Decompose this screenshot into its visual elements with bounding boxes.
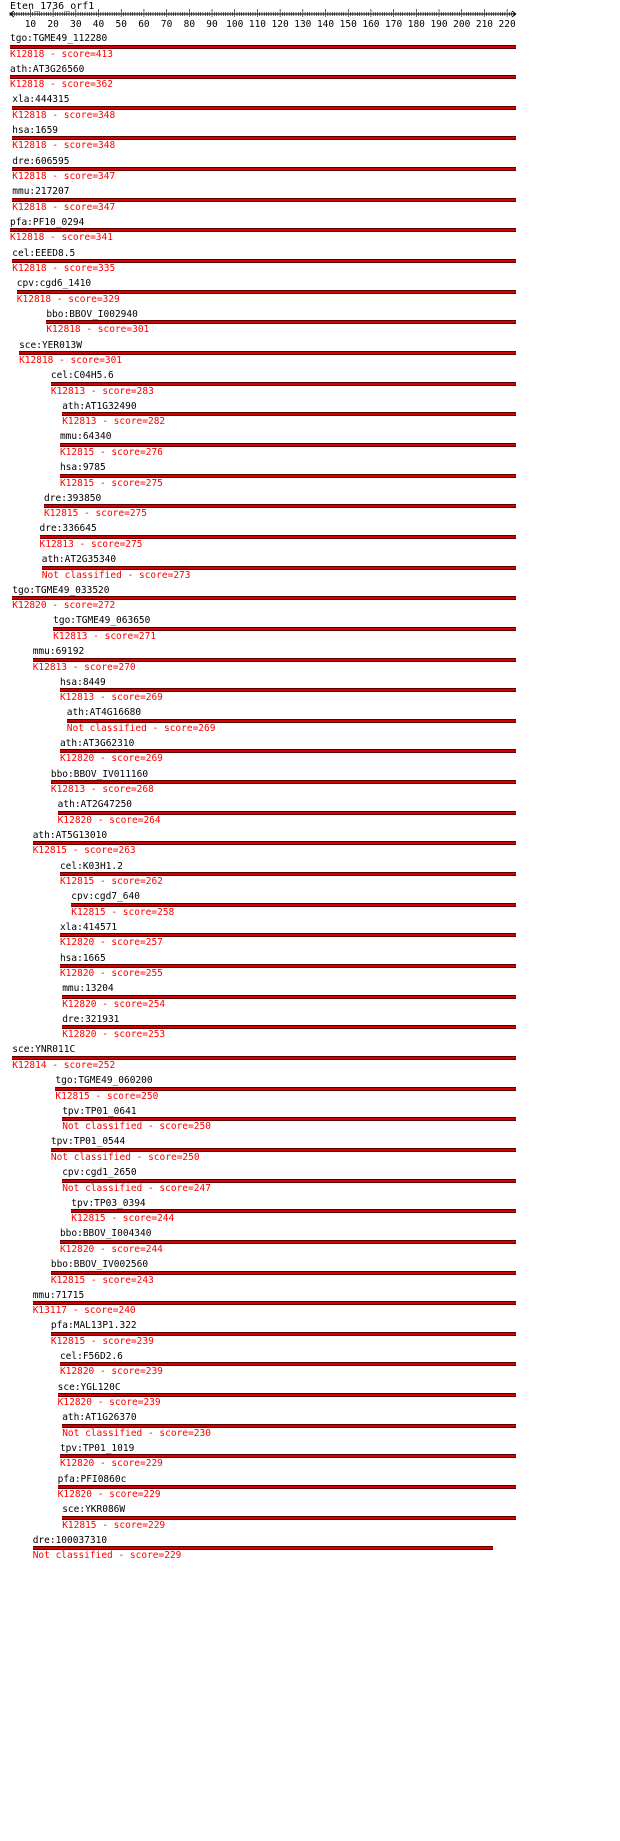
hit-ko-score-label: K12820 - score=229 <box>59 1458 163 1470</box>
hit-ko-score-label: K12815 - score=244 <box>71 1213 175 1225</box>
hit-ko-score-label: K12813 - score=268 <box>50 784 154 796</box>
hit-ko-score-label: K12813 - score=269 <box>59 692 163 704</box>
hit-ko-score-label: K13117 - score=240 <box>32 1305 136 1317</box>
hit-ko-score-label: Not classified - score=247 <box>62 1182 211 1194</box>
hit-ko-score-label: K12820 - score=254 <box>62 998 166 1010</box>
hit-name[interactable]: mmu:69192 <box>32 646 85 657</box>
hit-ko-score-label: K12820 - score=253 <box>62 1029 166 1041</box>
hit-ko-score-label: Not classified - score=230 <box>62 1427 211 1439</box>
hit-ko-score-label: K12815 - score=276 <box>59 446 163 458</box>
ruler-tick-label: 80 <box>183 19 196 30</box>
hit-name[interactable]: ath:AT2G35340 <box>41 554 117 566</box>
hit-ko-score-label: K12820 - score=269 <box>59 753 163 765</box>
hit-name[interactable]: mmu:13204 <box>62 983 114 995</box>
hit-ko-score-label: K12815 - score=275 <box>59 477 163 489</box>
ruler-tick-label: 60 <box>138 19 150 30</box>
ruler-tick-label: 20 <box>47 19 59 30</box>
ruler-tick-label: 120 <box>271 19 289 30</box>
hit-name[interactable]: dre:606595 <box>12 155 70 167</box>
hit-name[interactable]: cel:F56D2.6 <box>59 1350 123 1362</box>
hit-name[interactable]: dre:100037310 <box>32 1534 108 1546</box>
hit-ko-score-label: K12820 - score=257 <box>59 937 163 949</box>
ruler-tick-label: 100 <box>226 19 244 30</box>
hit-ko-score-label: K12820 - score=264 <box>57 814 161 826</box>
ruler-tick-label: 30 <box>70 19 82 30</box>
ruler-tick-label: 110 <box>248 19 267 30</box>
hit-ko-score-label: Not classified - score=269 <box>66 722 216 734</box>
hit-ko-score-label: K12815 - score=258 <box>71 906 175 918</box>
hit-name[interactable]: cel:EEED8.5 <box>12 247 76 259</box>
hit-name[interactable]: tgo:TGME49_063650 <box>53 615 151 627</box>
query-title: Eten_1736_orf1 <box>10 1 95 12</box>
ruler-tick-label: 10 <box>24 19 37 30</box>
ruler-tick-label: 40 <box>92 19 105 30</box>
hit-name[interactable]: dre:336645 <box>39 523 97 535</box>
hit-name[interactable]: xla:444315 <box>12 94 70 106</box>
hit-ko-score-label: K12818 - score=335 <box>12 263 116 275</box>
hit-name[interactable]: hsa:8449 <box>59 676 106 688</box>
hit-name[interactable]: bbo:BBOV_I002940 <box>46 308 138 320</box>
hit-ko-score-label: K12818 - score=347 <box>12 171 116 183</box>
hit-ko-score-label: K12820 - score=244 <box>59 1243 163 1255</box>
hit-name[interactable]: hsa:1665 <box>59 952 106 964</box>
hit-name[interactable]: cel:C04H5.6 <box>50 370 114 382</box>
hit-name[interactable]: sce:YER013W <box>19 339 82 351</box>
hit-name[interactable]: ath:AT3G62310 <box>59 737 135 749</box>
hit-name[interactable]: ath:AT5G13010 <box>32 829 108 841</box>
hit-name[interactable]: tpv:TP03_0394 <box>71 1197 146 1209</box>
hit-ko-score-label: K12818 - score=347 <box>12 201 116 213</box>
hit-name[interactable]: pfa:MAL13P1.322 <box>50 1320 137 1332</box>
hit-name[interactable]: bbo:BBOV_IV011160 <box>50 768 149 780</box>
hit-name[interactable]: xla:414571 <box>59 921 118 933</box>
hit-ko-score-label: K12820 - score=239 <box>57 1397 161 1409</box>
hit-name[interactable]: tgo:TGME49_033520 <box>12 584 110 596</box>
hit-ko-score-label: K12814 - score=252 <box>12 1059 116 1071</box>
hit-name[interactable]: cpv:cgd1_2650 <box>62 1167 137 1179</box>
hit-name[interactable]: tpv:TP01_0641 <box>62 1105 137 1117</box>
hit-ko-score-label: K12818 - score=301 <box>19 355 123 366</box>
hit-name[interactable]: ath:AT2G47250 <box>57 799 133 811</box>
hit-ko-score-label: K12813 - score=275 <box>39 538 143 550</box>
hit-name[interactable]: ath:AT1G32490 <box>62 400 137 412</box>
ruler-tick-label: 90 <box>206 19 218 30</box>
hit-name[interactable]: bbo:BBOV_IV002560 <box>50 1259 149 1270</box>
hit-name[interactable]: hsa:1659 <box>12 124 59 136</box>
hit-name[interactable]: ath:AT1G26370 <box>62 1412 137 1424</box>
ruler-tick-label: 130 <box>294 19 312 30</box>
hit-ko-score-label: K12818 - score=362 <box>10 79 113 91</box>
hit-name[interactable]: mmu:71715 <box>32 1289 85 1301</box>
hit-ko-score-label: Not classified - score=250 <box>50 1151 200 1163</box>
ruler-tick-label: 190 <box>430 19 448 30</box>
hit-name[interactable]: tgo:TGME49_060200 <box>55 1075 153 1087</box>
ruler-tick-label: 160 <box>362 19 380 30</box>
hit-ko-score-label: K12815 - score=243 <box>50 1274 154 1286</box>
hit-ko-score-label: K12815 - score=229 <box>62 1519 166 1531</box>
hit-ko-score-label: Not classified - score=229 <box>32 1550 182 1562</box>
hit-ko-score-label: K12818 - score=348 <box>12 109 116 121</box>
hit-name[interactable]: ath:AT3G26560 <box>10 63 85 75</box>
ruler-tick-label: 170 <box>385 19 403 30</box>
hit-name[interactable]: cpv:cgd6_1410 <box>16 278 92 290</box>
hit-name[interactable]: tgo:TGME49_112280 <box>10 33 108 44</box>
ruler-tick-label: 140 <box>316 19 335 30</box>
hit-ko-score-label: K12820 - score=255 <box>59 968 163 979</box>
hit-ko-score-label: K12813 - score=270 <box>32 661 136 673</box>
hit-ko-score-label: Not classified - score=250 <box>62 1121 211 1133</box>
hit-ko-score-label: K12815 - score=250 <box>55 1090 159 1102</box>
hit-name[interactable]: dre:321931 <box>62 1013 120 1025</box>
ruler-tick-label: 180 <box>407 19 425 30</box>
hit-name[interactable]: cel:K03H1.2 <box>59 860 123 872</box>
hit-ko-score-label: K12815 - score=239 <box>50 1335 154 1347</box>
hit-ko-score-label: K12813 - score=283 <box>50 385 154 397</box>
hit-name[interactable]: sce:YGL120C <box>57 1381 121 1393</box>
hit-name[interactable]: bbo:BBOV_I004340 <box>59 1228 152 1240</box>
hit-ko-score-label: K12818 - score=348 <box>12 140 116 152</box>
hit-name[interactable]: dre:393850 <box>44 492 102 504</box>
hit-ko-score-label: K12818 - score=301 <box>46 324 150 336</box>
hit-ko-score-label: K12818 - score=413 <box>10 48 113 60</box>
hit-ko-score-label: K12818 - score=341 <box>10 232 113 244</box>
ruler-tick-label: 70 <box>160 19 173 30</box>
hit-ko-score-label: Not classified - score=273 <box>41 569 191 581</box>
hit-ko-score-label: K12820 - score=229 <box>57 1489 161 1501</box>
ruler-tick-label: 50 <box>115 19 127 30</box>
ruler-tick-label: 210 <box>475 19 494 30</box>
hit-name[interactable]: pfa:PFI0860c <box>57 1473 127 1485</box>
hit-name[interactable]: mmu:217207 <box>12 186 70 198</box>
hit-name[interactable]: ath:AT4G16680 <box>66 707 142 719</box>
hit-ko-score-label: K12815 - score=262 <box>59 876 163 888</box>
hit-ko-score-label: K12815 - score=275 <box>44 508 147 520</box>
hit-ko-score-label: K12820 - score=272 <box>12 600 116 612</box>
hit-name[interactable]: mmu:64340 <box>59 431 112 443</box>
hit-ko-score-label: K12815 - score=263 <box>32 845 136 857</box>
hit-name[interactable]: pfa:PF10_0294 <box>10 216 85 228</box>
hit-ko-score-label: K12813 - score=282 <box>62 416 166 428</box>
hit-ko-score-label: K12813 - score=271 <box>53 630 157 642</box>
hit-ko-score-label: K12820 - score=239 <box>59 1366 163 1378</box>
ruler-tick-label: 200 <box>453 19 471 30</box>
ruler-tick-label: 220 <box>498 19 516 30</box>
hit-name[interactable]: sce:YKR086W <box>62 1504 126 1516</box>
hit-name[interactable]: tpv:TP01_0544 <box>50 1136 126 1148</box>
hit-ko-score-label: K12818 - score=329 <box>16 293 120 305</box>
hit-name[interactable]: sce:YNR011C <box>12 1044 76 1056</box>
ruler-tick-label: 150 <box>339 19 357 30</box>
hit-name[interactable]: cpv:cgd7_640 <box>71 891 140 903</box>
hit-name[interactable]: tpv:TP01_1019 <box>59 1442 135 1454</box>
hit-name[interactable]: hsa:9785 <box>59 462 106 474</box>
